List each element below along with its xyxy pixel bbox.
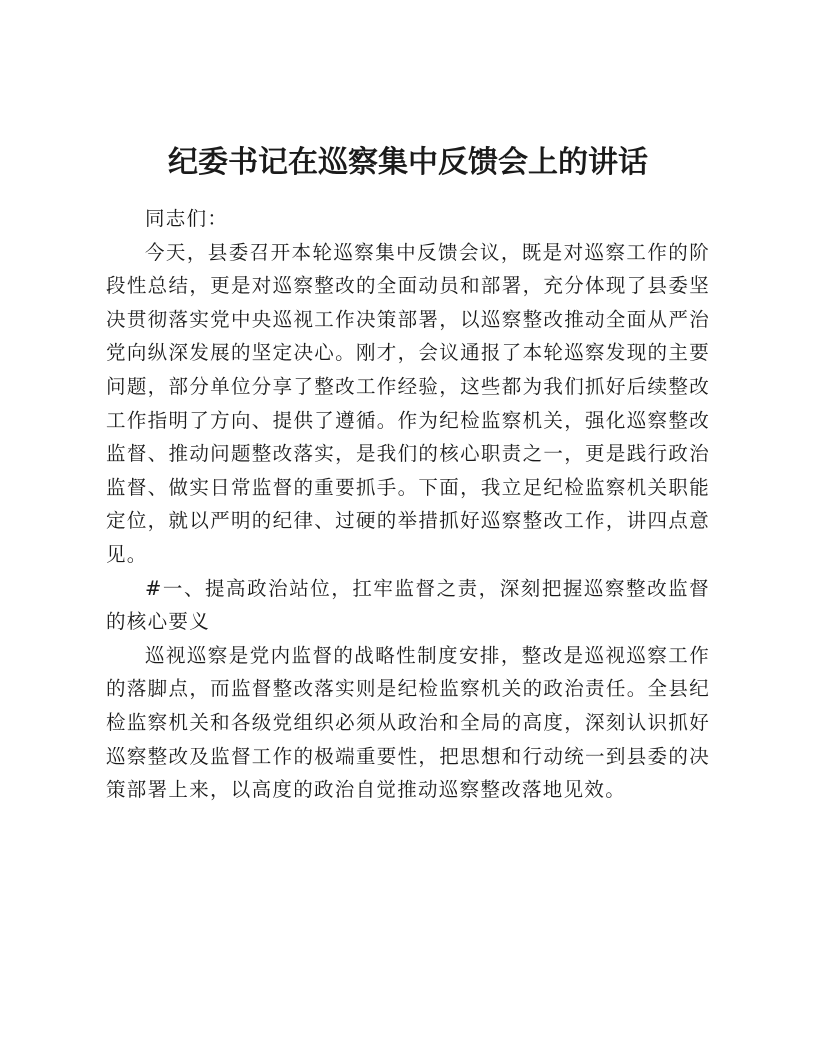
section-heading: #一、提高政治站位，扛牢监督之责，深刻把握巡察整改监督的核心要义	[106, 576, 710, 634]
salutation-paragraph: 同志们：	[145, 207, 229, 230]
opening-paragraph: 今天，县委召开本轮巡察集中反馈会议，既是对巡察工作的阶段性总结，更是对巡察整改的全面动员和部署，充分体现了县委坚决贯彻落实党中央巡视工作决策部署，以巡察整改推动全面从严治党向纵深发展的坚定决心。刚才，会议通报了本轮巡察发现的主要问题，部分单位分享了整改工作经验，这些都为我们抓好后续整改工作指明了方向、提供了遵循。作为纪检监察机关，强化巡察整改监督、推动问题整改落实，是我们的核心职责之一，更是践行政治监督、做实日常监督的重要抓手。下面，我立足纪检监察机关职能定位，就以严明的纪律、过硬的举措抓好巡察整改工作，讲四点意见。	[106, 240, 710, 566]
document-title: 纪委书记在巡察集中反馈会上的讲话	[168, 145, 648, 180]
document-body	[106, 202, 710, 807]
section-paragraph: 巡视巡察是党内监督的战略性制度安排，整改是巡视巡察工作的落脚点，而监督整改落实则是纪检监察机关的政治责任。全县纪检监察机关和各级党组织必须从政治和全局的高度，深刻认识抓好巡察整改及监督工作的极端重要性，把思想和行动统一到县委的决策部署上来，以高度的政治自觉推动巡察整改落地见效。	[106, 643, 710, 802]
